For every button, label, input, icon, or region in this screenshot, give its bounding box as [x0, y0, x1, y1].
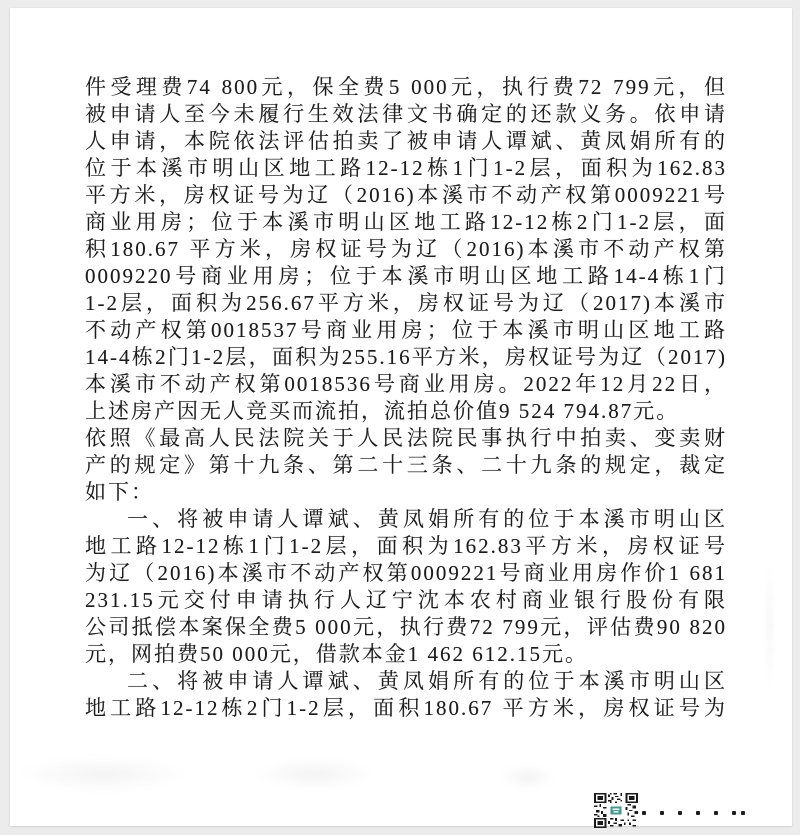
- document-line: 产的规定》第十九条、第二十三条、二十九条的规定，裁定: [85, 453, 727, 477]
- document-line: 不动产权第0018537号商业用房；位于本溪市明山区地工路: [85, 318, 727, 342]
- document-line: 上述房产因无人竞买而流拍，流拍总价值9 524 794.87元。: [85, 399, 680, 423]
- document-line: 231.15元交付申请执行人辽宁沈本农村商业银行股份有限: [85, 588, 727, 612]
- qr-code-icon: [594, 793, 638, 828]
- document-line: 如下：: [85, 480, 154, 504]
- document-line: 公司抵偿本案保全费5 000元，执行费72 799元，评估费90 820: [85, 615, 727, 639]
- document-line: 被申请人至今未履行生效法律文书确定的还款义务。依申请: [85, 102, 727, 126]
- document-line: 0009220号商业用房；位于本溪市明山区地工路14-4栋1门: [85, 264, 727, 288]
- document-line: 平方米，房权证号为辽（2016)本溪市不动产权第0009221号: [85, 183, 727, 207]
- document-line: 件受理费74 800元，保全费5 000元，执行费72 799元，但: [85, 75, 727, 99]
- document-line: 位于本溪市明山区地工路12-12栋1门1-2层，面积为162.83: [85, 156, 727, 180]
- qr-logo-accent: [611, 806, 622, 814]
- document-line: 依照《最高人民法院关于人民法院民事执行中拍卖、变卖财: [85, 426, 727, 450]
- document-line: 为辽（2016)本溪市不动产权第0009221号商业用房作价1 681: [85, 561, 727, 585]
- document-line: 地工路12-12栋2门1-2层，面积180.67 平方米，房权证号为: [85, 696, 727, 720]
- document-line: 人申请，本院依法评估拍卖了被申请人谭斌、黄凤娟所有的: [85, 129, 727, 153]
- document-line: 积180.67 平方米，房权证号为辽（2016)本溪市不动产权第: [85, 237, 727, 261]
- document-line: 元，网拍费50 000元，借款本金1 462 612.15元。: [85, 642, 588, 666]
- ruling-text-block: [85, 74, 727, 722]
- document-line: 14-4栋2门1-2层，面积为255.16平方米，房权证号为辽（2017): [85, 345, 727, 369]
- document-line: 二、将被申请人谭斌、黄凤娟所有的位于本溪市明山区: [127, 669, 727, 693]
- document-line: 本溪市不动产权第0018536号商业用房。2022年12月22日，: [85, 372, 727, 396]
- document-line: 商业用房；位于本溪市明山区地工路12-12栋2门1-2层，面: [85, 210, 727, 234]
- document-line: 一、将被申请人谭斌、黄凤娟所有的位于本溪市明山区: [127, 507, 727, 531]
- document-line: 1-2层，面积为256.67平方米，房权证号为辽（2017)本溪市: [85, 291, 727, 315]
- document-line: 地工路12-12栋1门1-2层，面积为162.83平方米，房权证号: [85, 534, 727, 558]
